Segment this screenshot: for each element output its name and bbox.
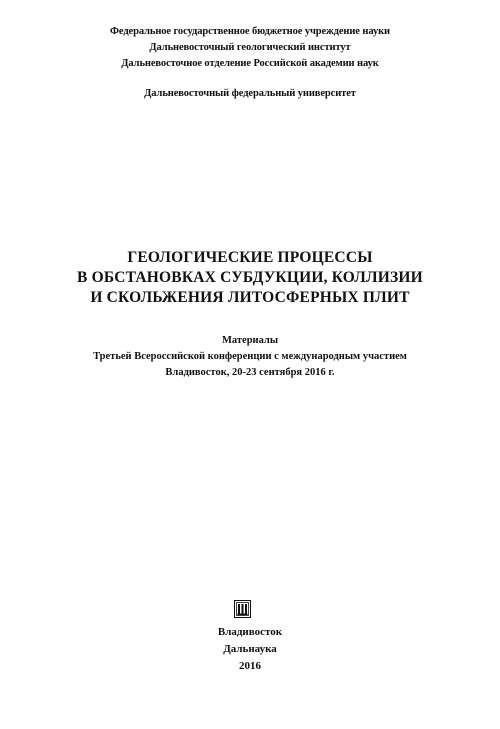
page-title-line-1: ГЕОЛОГИЧЕСКИЕ ПРОЦЕССЫ [127, 249, 373, 266]
university-line: Дальневосточный федеральный университет [144, 88, 356, 99]
page-title-line-2: В ОБСТАНОВКАХ СУБДУКЦИИ, КОЛЛИЗИИ [77, 269, 423, 286]
subtitle-place-date: Владивосток, 20-23 сентября 2016 г. [165, 367, 335, 378]
imprint-city: Владивосток [217, 626, 283, 638]
page-title-line-3: И СКОЛЬЖЕНИЯ ЛИТОСФЕРНЫХ ПЛИТ [90, 289, 410, 306]
organization-line: Федеральное государственное бюджетное учреждение науки [110, 26, 390, 37]
publisher-logo-icon [234, 600, 251, 618]
academy-branch-line: Дальневосточное отделение Российской академии наук [121, 58, 379, 69]
institute-line: Дальневосточный геологический институт [149, 42, 351, 53]
imprint-year: 2016 [239, 660, 261, 672]
subtitle-materials: Материалы [221, 335, 279, 346]
imprint-publisher: Дальнаука [223, 643, 277, 655]
subtitle-conference: Третьей Всероссийской конференции с международным участием [93, 351, 407, 362]
